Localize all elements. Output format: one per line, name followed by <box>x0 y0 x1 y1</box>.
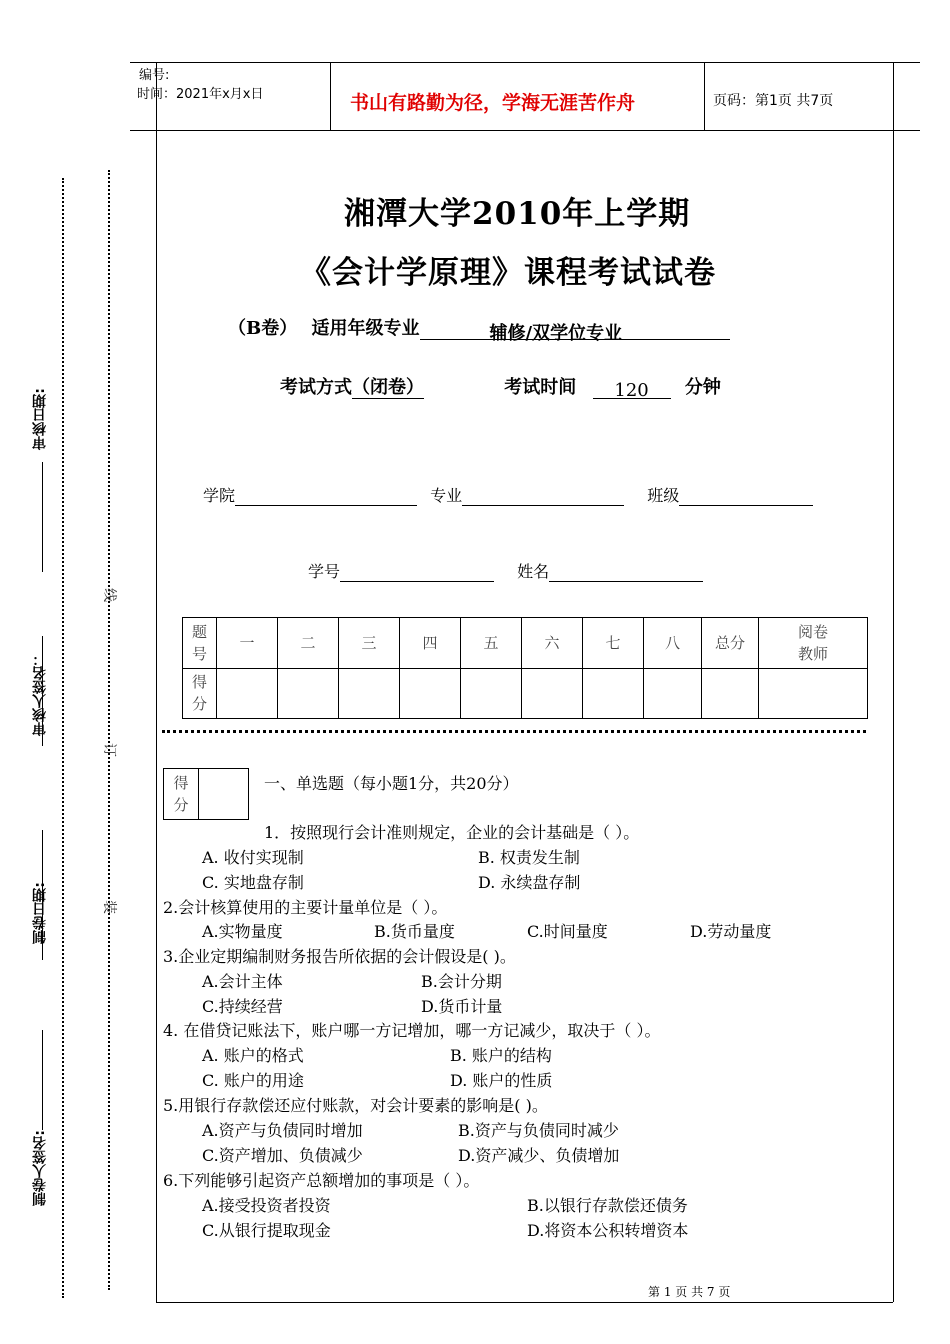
name-input[interactable] <box>549 563 703 582</box>
q4-stem: 4. 在借贷记账法下，账户哪一方记增加，哪一方记减少，取决于（ ）。 <box>163 1021 661 1040</box>
section-divider-dotted <box>162 730 866 733</box>
header-motto: 书山有路勤为径，学海无涯苦作舟 <box>350 92 636 114</box>
q3-option-c[interactable]: C.持续经营 <box>202 997 283 1016</box>
student-id-label: 学号 <box>308 562 341 581</box>
q6-option-c[interactable]: C.从银行提取现金 <box>202 1221 331 1240</box>
side-line-char: 线 <box>101 588 117 602</box>
binding-line-right <box>108 170 110 1290</box>
reviewer-date-line <box>42 462 43 572</box>
score-table <box>182 617 868 719</box>
score-col-header: 四 <box>400 618 461 669</box>
q5-option-a[interactable]: A.资产与负债同时增加 <box>202 1121 363 1140</box>
score-cell[interactable] <box>217 668 278 719</box>
score-table-header-row <box>183 618 868 669</box>
side-maker-date: 制卷日期: <box>32 882 48 944</box>
q4-option-a[interactable]: A. 账户的格式 <box>202 1046 304 1065</box>
info-line-2 <box>280 373 721 399</box>
score-col-header: 三 <box>339 618 400 669</box>
binding-line-left <box>62 178 64 1298</box>
q2-option-c[interactable]: C.时间量度 <box>527 922 608 941</box>
score-col-header: 五 <box>461 618 522 669</box>
header-bottom-rule <box>130 130 920 131</box>
score-col-header: 六 <box>522 618 583 669</box>
major-label: 专业 <box>430 486 463 505</box>
q6-stem: 6.下列能够引起资产总额增加的事项是（ ）。 <box>163 1171 480 1190</box>
q1-option-a[interactable]: A. 收付实现制 <box>202 848 304 867</box>
score-cell[interactable] <box>339 668 400 719</box>
q5-stem: 5.用银行存款偿还应付账款，对会计要素的影响是( )。 <box>163 1096 548 1115</box>
exam-title-line1: 湘潭大学2010年上学期 <box>344 196 691 232</box>
score-cell[interactable] <box>461 668 522 719</box>
score-col-header: 总分 <box>702 618 759 669</box>
q2-stem: 2.会计核算使用的主要计量单位是（ ）。 <box>163 898 448 917</box>
q5-option-c[interactable]: C.资产增加、负债减少 <box>202 1146 363 1165</box>
q4-option-d[interactable]: D. 账户的性质 <box>450 1071 553 1090</box>
student-id-input[interactable] <box>340 563 494 582</box>
q2-option-a[interactable]: A.实物量度 <box>202 922 283 941</box>
score-col-header: 一 <box>217 618 278 669</box>
exam-title-line2: 《会计学原理》课程考试试卷 <box>300 255 716 291</box>
name-label: 姓名 <box>517 562 550 581</box>
side-reviewer-date: 审核日期: <box>32 388 48 450</box>
section1-score-label-cell: 得分 <box>164 769 199 819</box>
q3-option-d[interactable]: D.货币计量 <box>421 997 503 1016</box>
doc-time-label: 时间：2021年x月x日 <box>137 87 264 102</box>
score-cell[interactable] <box>702 668 759 719</box>
side-maker-sign: 制卷人签名: <box>32 1130 48 1206</box>
paper-version: （B卷） <box>228 318 298 339</box>
exam-time-unit: 分钟 <box>684 377 721 398</box>
score-col-reviewer: 阅卷教师 <box>759 618 868 669</box>
q3-option-b[interactable]: B.会计分期 <box>421 972 502 991</box>
header-divider-left <box>330 62 331 130</box>
header-top-rule <box>130 62 920 63</box>
side-order-char: 订 <box>101 743 117 757</box>
side-bind-char: 装 <box>101 900 117 914</box>
exam-mode-label: 考试方式 <box>280 377 352 398</box>
exam-mode-value: （闭卷） <box>352 377 424 398</box>
exam-time-value: 120 <box>593 380 671 399</box>
college-input[interactable] <box>235 487 417 506</box>
score-cell[interactable] <box>278 668 339 719</box>
doc-number-label: 编号: <box>139 68 170 83</box>
score-cell[interactable] <box>644 668 702 719</box>
college-label: 学院 <box>203 486 236 505</box>
student-field-row1 <box>203 483 813 506</box>
header-page-code: 页码：第1页 共7页 <box>713 93 834 109</box>
score-table-header-label: 题号 <box>183 618 217 669</box>
score-cell[interactable] <box>759 668 868 719</box>
student-field-row2 <box>308 559 703 582</box>
score-cell[interactable] <box>522 668 583 719</box>
applicable-value: 辅修/双学位专业 <box>420 321 730 340</box>
q6-option-d[interactable]: D.将资本公积转增资本 <box>527 1221 689 1240</box>
score-cell[interactable] <box>583 668 644 719</box>
frame-left <box>156 62 157 1302</box>
q5-option-b[interactable]: B.资产与负债同时减少 <box>458 1121 619 1140</box>
class-input[interactable] <box>679 487 813 506</box>
q2-option-d[interactable]: D.劳动量度 <box>690 922 772 941</box>
q2-option-b[interactable]: B.货币量度 <box>374 922 455 941</box>
applicable-label: 适用年级专业 <box>311 318 420 339</box>
q5-option-d[interactable]: D.资产减少、负债增加 <box>458 1146 620 1165</box>
score-cell[interactable] <box>400 668 461 719</box>
header-divider-right <box>704 62 705 130</box>
section1-heading: 一、单选题（每小题1分，共20分） <box>264 774 519 793</box>
maker-sign-line <box>42 1030 43 1130</box>
q6-option-b[interactable]: B.以银行存款偿还债务 <box>527 1196 688 1215</box>
score-col-header: 七 <box>583 618 644 669</box>
q4-option-c[interactable]: C. 账户的用途 <box>202 1071 304 1090</box>
page-footer: 第 1 页 共 7 页 <box>648 1285 731 1299</box>
q4-option-b[interactable]: B. 账户的结构 <box>450 1046 552 1065</box>
major-input[interactable] <box>462 487 624 506</box>
exam-time-label: 考试时间 <box>504 377 577 398</box>
side-reviewer-sign: 审核人签名： <box>32 652 48 736</box>
q1-option-c[interactable]: C. 实地盘存制 <box>202 873 304 892</box>
frame-right <box>893 62 894 1302</box>
section1-score-box <box>163 768 249 820</box>
score-col-header: 二 <box>278 618 339 669</box>
q6-option-a[interactable]: A.接受投资者投资 <box>202 1196 331 1215</box>
info-line-1 <box>228 314 730 344</box>
q1-option-b[interactable]: B. 权责发生制 <box>478 848 580 867</box>
score-col-header: 八 <box>644 618 702 669</box>
class-label: 班级 <box>647 486 680 505</box>
q1-stem: 1．按照现行会计准则规定，企业的会计基础是（ ）。 <box>264 823 640 842</box>
q3-stem: 3.企业定期编制财务报告所依据的会计假设是( )。 <box>163 947 516 966</box>
score-table-score-row <box>183 668 868 719</box>
frame-bottom <box>156 1302 893 1303</box>
q3-option-a[interactable]: A.会计主体 <box>202 972 283 991</box>
score-table-score-label: 得分 <box>183 668 217 719</box>
q1-option-d[interactable]: D. 永续盘存制 <box>478 873 581 892</box>
